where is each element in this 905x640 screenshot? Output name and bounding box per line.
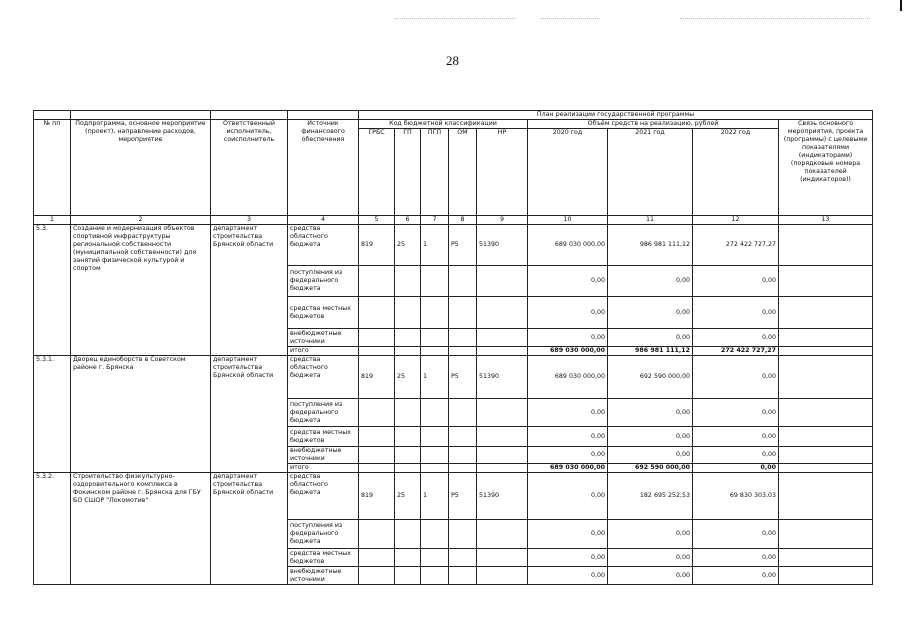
code-pgp — [421, 399, 449, 427]
amount-2021: 0,00 — [608, 549, 693, 567]
amount-2021: 0,00 — [608, 427, 693, 447]
amount-2022: 0,00 — [693, 329, 779, 347]
code-np — [477, 567, 528, 585]
column-number: 10 — [528, 216, 608, 225]
indicator-link — [779, 297, 873, 329]
code-grbs — [359, 399, 395, 427]
indicator-link — [779, 567, 873, 585]
code-gp — [395, 266, 421, 297]
header-2020: 2020 год — [528, 129, 608, 216]
indicator-link — [779, 329, 873, 347]
amount-2022: 0,00 — [693, 297, 779, 329]
amount-2020: 0,00 — [528, 427, 608, 447]
code-om — [449, 427, 477, 447]
code-pgp — [421, 567, 449, 585]
amount-2020: 0,00 — [528, 520, 608, 549]
indicator-link — [779, 549, 873, 567]
indicator-link — [779, 347, 873, 356]
amount-2022: 272 422 727,27 — [693, 347, 779, 356]
code-pgp — [421, 520, 449, 549]
code-om — [449, 567, 477, 585]
code-om — [449, 347, 477, 356]
amount-2021: 692 590 000,00 — [608, 356, 693, 399]
code-np — [477, 427, 528, 447]
code-om — [449, 399, 477, 427]
row-number: 5.3.2. — [34, 473, 71, 585]
amount-2021: 182 695 252,53 — [608, 473, 693, 520]
code-np: 51390 — [477, 356, 528, 399]
amount-2022: 0,00 — [693, 464, 779, 473]
header-name: Подпрограмма, основное мероприятие (проект), направление расходов, мероприятие — [71, 120, 211, 216]
code-np — [477, 266, 528, 297]
code-gp — [395, 347, 421, 356]
scan-speck — [540, 18, 600, 20]
code-gp — [395, 427, 421, 447]
column-number: 1 — [34, 216, 71, 225]
code-om: Р5 — [449, 225, 477, 266]
code-np — [477, 549, 528, 567]
code-pgp — [421, 266, 449, 297]
header-link: Связь основного мероприятия, проекта (программы) с целевыми показателями (индикаторами) (порядковые номера показателей (индикаторов)) — [779, 120, 873, 216]
funding-source: поступления из федерального бюджета — [288, 399, 359, 427]
code-pgp — [421, 427, 449, 447]
code-np — [477, 464, 528, 473]
amount-2022: 0,00 — [693, 399, 779, 427]
header-source: Источник финансового обеспечения — [288, 120, 359, 216]
code-grbs — [359, 567, 395, 585]
code-np — [477, 297, 528, 329]
code-gp: 25 — [395, 473, 421, 520]
code-gp: 25 — [395, 356, 421, 399]
code-om — [449, 464, 477, 473]
amount-2020: 689 030 000,00 — [528, 464, 608, 473]
amount-2022: 0,00 — [693, 520, 779, 549]
column-number: 5 — [359, 216, 395, 225]
funding-source: итого — [288, 464, 359, 473]
code-gp — [395, 399, 421, 427]
amount-2021: 0,00 — [608, 329, 693, 347]
header-executor: Ответственный исполнитель, соисполнитель — [211, 120, 288, 216]
scan-speck — [395, 18, 515, 20]
header-volume: Объём средств на реализацию, рублей — [528, 120, 779, 129]
activity-name: Создание и модернизация объектов спортивной инфраструктуры региональной собственности (муниципальной собственности) для занятий физической культурой и спортом — [71, 225, 211, 356]
amount-2020: 0,00 — [528, 399, 608, 427]
amount-2020: 0,00 — [528, 266, 608, 297]
table-row — [34, 225, 873, 266]
amount-2020: 0,00 — [528, 447, 608, 464]
code-om — [449, 297, 477, 329]
indicator-link — [779, 473, 873, 520]
code-grbs: 819 — [359, 225, 395, 266]
header-pgp: ПГП — [421, 129, 449, 216]
code-grbs — [359, 329, 395, 347]
code-pgp — [421, 297, 449, 329]
header-2021: 2021 год — [608, 129, 693, 216]
indicator-link — [779, 356, 873, 399]
indicator-link — [779, 464, 873, 473]
amount-2022: 0,00 — [693, 549, 779, 567]
header-2022: 2022 год — [693, 129, 779, 216]
code-pgp: 1 — [421, 356, 449, 399]
column-number: 6 — [395, 216, 421, 225]
column-number: 11 — [608, 216, 693, 225]
executor: департамент строительства Брянской области — [211, 225, 288, 356]
amount-2022: 272 422 727,27 — [693, 225, 779, 266]
column-number: 9 — [477, 216, 528, 225]
amount-2020: 689 030 000,00 — [528, 225, 608, 266]
amount-2020: 0,00 — [528, 567, 608, 585]
funding-source: внебюджетные источники — [288, 447, 359, 464]
funding-source: поступления из федерального бюджета — [288, 520, 359, 549]
column-number: 2 — [71, 216, 211, 225]
column-number: 7 — [421, 216, 449, 225]
header-budget-code: Код бюджетной классификации — [359, 120, 528, 129]
code-grbs — [359, 297, 395, 329]
column-number: 4 — [288, 216, 359, 225]
code-pgp: 1 — [421, 225, 449, 266]
code-np — [477, 447, 528, 464]
code-gp — [395, 567, 421, 585]
column-number: 3 — [211, 216, 288, 225]
code-om — [449, 266, 477, 297]
amount-2021: 986 981 111,12 — [608, 225, 693, 266]
code-pgp: 1 — [421, 473, 449, 520]
page-number: 28 — [446, 53, 459, 68]
code-np — [477, 399, 528, 427]
amount-2020: 0,00 — [528, 473, 608, 520]
funding-source: поступления из федерального бюджета — [288, 266, 359, 297]
code-gp — [395, 464, 421, 473]
activity-name: Строительство физкультурно-оздоровительного комплекса в Фокинском районе г. Брянска для ГБУ БО СШОР "Локомотив" — [71, 473, 211, 585]
code-grbs — [359, 549, 395, 567]
code-grbs — [359, 347, 395, 356]
code-pgp — [421, 464, 449, 473]
amount-2021: 692 590 000,00 — [608, 464, 693, 473]
amount-2020: 0,00 — [528, 549, 608, 567]
amount-2020: 0,00 — [528, 297, 608, 329]
amount-2020: 689 030 000,00 — [528, 347, 608, 356]
header-row — [34, 120, 873, 129]
code-om: Р5 — [449, 473, 477, 520]
table-row — [34, 473, 873, 520]
funding-source: средства местных бюджетов — [288, 427, 359, 447]
code-grbs — [359, 447, 395, 464]
amount-2021: 0,00 — [608, 399, 693, 427]
funding-source: внебюджетные источники — [288, 567, 359, 585]
header-grbs: ГРБС — [359, 129, 395, 216]
row-number: 5.3.1. — [34, 356, 71, 473]
code-gp — [395, 447, 421, 464]
code-om: Р5 — [449, 356, 477, 399]
program-plan-table — [33, 110, 873, 585]
code-om — [449, 549, 477, 567]
funding-source: внебюджетные источники — [288, 329, 359, 347]
code-om — [449, 329, 477, 347]
scan-edge-mark — [900, 0, 902, 11]
code-grbs: 819 — [359, 356, 395, 399]
amount-2020: 0,00 — [528, 329, 608, 347]
code-gp: 25 — [395, 225, 421, 266]
amount-2021: 0,00 — [608, 520, 693, 549]
amount-2021: 0,00 — [608, 297, 693, 329]
amount-2021: 0,00 — [608, 567, 693, 585]
code-np: 51390 — [477, 473, 528, 520]
table-row — [34, 356, 873, 399]
code-grbs — [359, 464, 395, 473]
code-pgp — [421, 347, 449, 356]
executor: департамент строительства Брянской области — [211, 473, 288, 585]
header-row — [34, 111, 873, 120]
funding-source: средства областного бюджета — [288, 356, 359, 399]
code-grbs — [359, 266, 395, 297]
funding-source: средства местных бюджетов — [288, 297, 359, 329]
code-gp — [395, 520, 421, 549]
amount-2021: 0,00 — [608, 447, 693, 464]
funding-source: средства местных бюджетов — [288, 549, 359, 567]
code-gp — [395, 329, 421, 347]
header-om: ОМ — [449, 129, 477, 216]
code-grbs — [359, 427, 395, 447]
code-om — [449, 520, 477, 549]
code-np — [477, 329, 528, 347]
column-number: 12 — [693, 216, 779, 225]
scan-speck — [680, 18, 870, 20]
row-number: 5.3. — [34, 225, 71, 356]
amount-2021: 986 981 111,12 — [608, 347, 693, 356]
header-gp: ГП — [395, 129, 421, 216]
code-gp — [395, 549, 421, 567]
executor: департамент строительства Брянской области — [211, 356, 288, 473]
amount-2022: 0,00 — [693, 447, 779, 464]
header-np: НР — [477, 129, 528, 216]
code-pgp — [421, 447, 449, 464]
funding-source: итого — [288, 347, 359, 356]
indicator-link — [779, 399, 873, 427]
indicator-link — [779, 266, 873, 297]
code-gp — [395, 297, 421, 329]
code-pgp — [421, 549, 449, 567]
code-grbs — [359, 520, 395, 549]
amount-2022: 0,00 — [693, 427, 779, 447]
code-np — [477, 520, 528, 549]
amount-2022: 0,00 — [693, 266, 779, 297]
funding-source: средства областного бюджета — [288, 225, 359, 266]
indicator-link — [779, 225, 873, 266]
activity-name: Дворец единоборств в Советском районе г. Брянска — [71, 356, 211, 473]
code-pgp — [421, 329, 449, 347]
amount-2022: 69 830 303,03 — [693, 473, 779, 520]
indicator-link — [779, 427, 873, 447]
column-number: 13 — [779, 216, 873, 225]
code-om — [449, 447, 477, 464]
code-np: 51390 — [477, 225, 528, 266]
header-num: № пп — [34, 120, 71, 216]
amount-2021: 0,00 — [608, 266, 693, 297]
funding-source: средства областного бюджета — [288, 473, 359, 520]
indicator-link — [779, 447, 873, 464]
column-number: 8 — [449, 216, 477, 225]
amount-2022: 0,00 — [693, 567, 779, 585]
indicator-link — [779, 520, 873, 549]
amount-2022: 0,00 — [693, 356, 779, 399]
amount-2020: 689 030 000,00 — [528, 356, 608, 399]
code-grbs: 819 — [359, 473, 395, 520]
table-body — [34, 111, 873, 585]
column-number-row — [34, 216, 873, 225]
plan-title-cell: План реализации государственной программы — [359, 111, 873, 120]
code-np — [477, 347, 528, 356]
